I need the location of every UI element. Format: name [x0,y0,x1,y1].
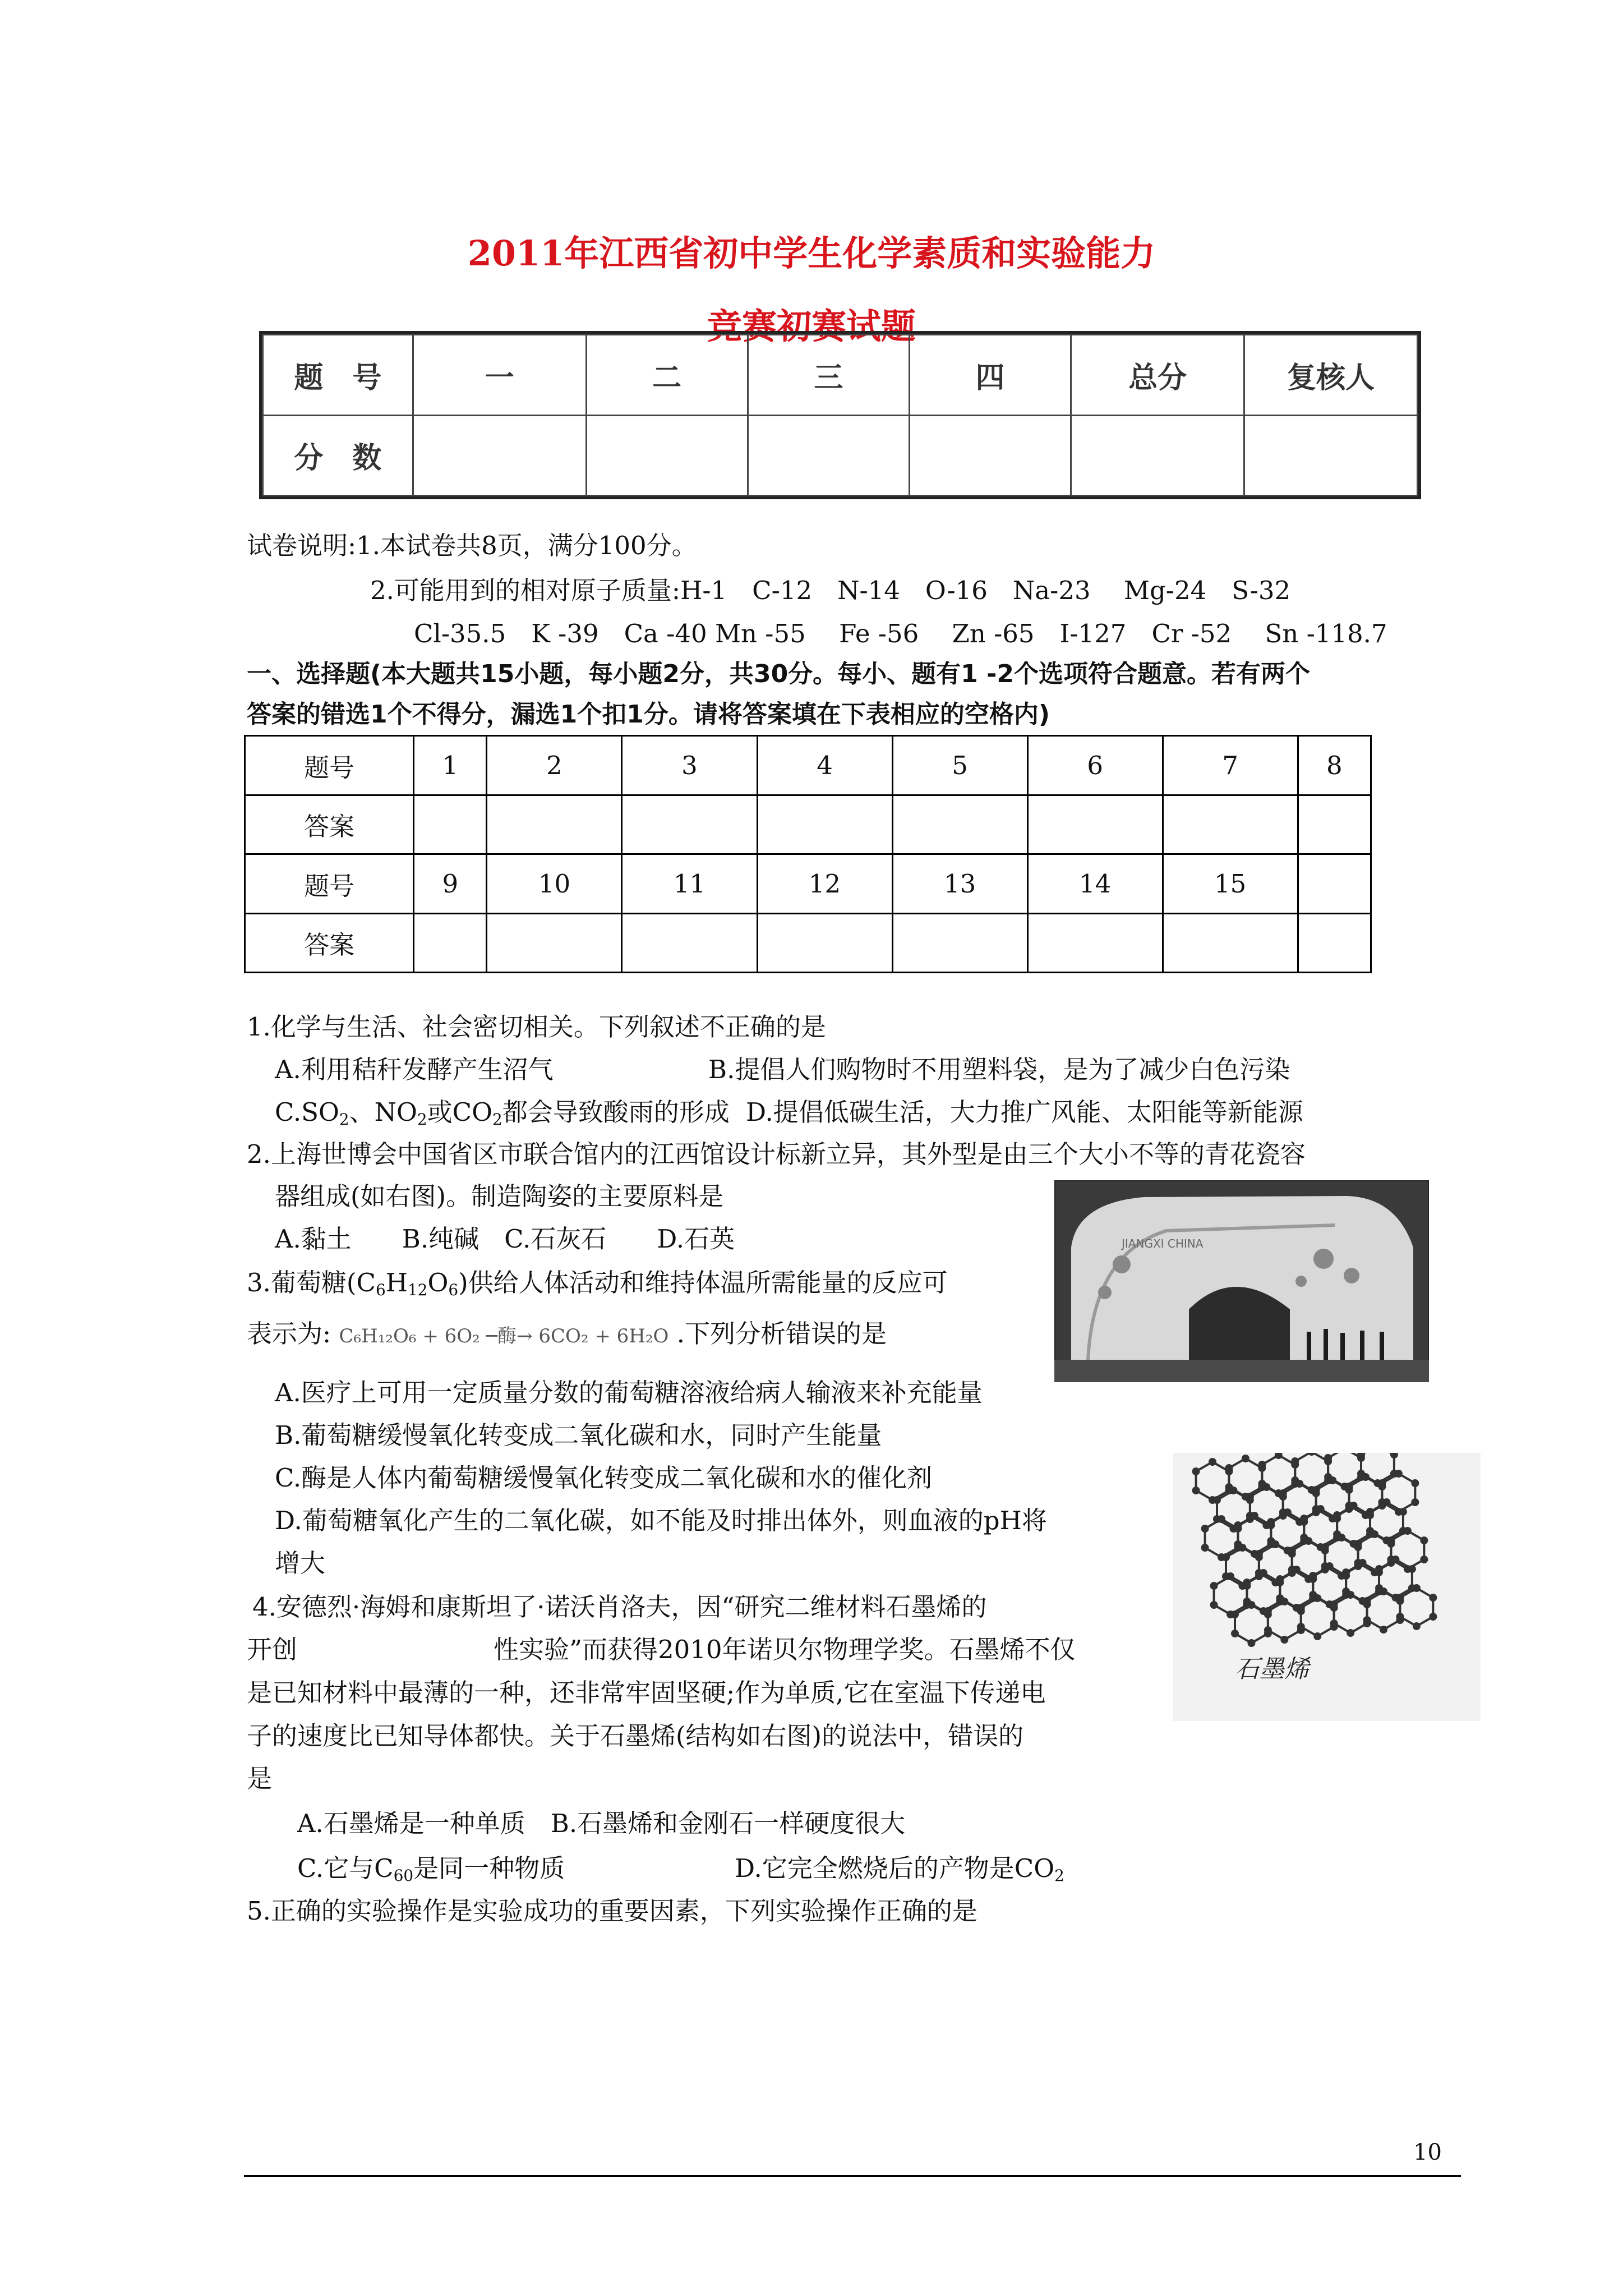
carbon-atom [1354,1540,1362,1548]
carbon-atom [1411,1498,1419,1506]
answer-cell[interactable] [892,795,1027,854]
answer-row-label: 题号 [245,854,414,914]
q3-stem-2: 表示为: C₆H₁₂O₆ + 6O₂ ─酶→ 6CO₂ + 6H₂O .下列分析错误的是 [247,1319,887,1349]
carbon-atom [1300,1515,1308,1522]
carbon-atom [1280,1636,1288,1644]
carbon-atom [1413,1584,1421,1592]
score-header-cell: 复核人 [1244,335,1418,416]
answer-table [244,735,1372,973]
carbon-atom [1225,1464,1233,1472]
carbon-atom [1251,1512,1258,1520]
q1-option-b: B.提倡人们购物时不用塑料袋，是为了减少白色污染 [708,1055,1290,1084]
carbon-atom [1329,1476,1336,1484]
carbon-atom [1326,1562,1334,1570]
q4-option-d: D.它完全燃烧后的产物是$CO_2$ [735,1853,1064,1885]
question-number-cell: 1 [414,736,487,795]
graphene-structure-diagram [1173,1453,1481,1721]
carbon-atom [1309,1572,1317,1580]
carbon-atom [1391,1556,1399,1563]
question-number-cell: 12 [757,854,892,914]
carbon-atom [1229,1487,1237,1494]
carbon-atom [1295,1480,1303,1488]
carbon-atom [1222,1553,1230,1561]
carbon-atom [1321,1543,1329,1551]
question-number-cell: 13 [892,854,1027,914]
answer-row-label: 题号 [245,736,414,795]
carbon-atom [1363,1616,1371,1624]
carbon-atom [1342,1568,1350,1576]
carbon-atom [1312,1486,1320,1494]
exam-note-3: Cl-35.5 K -39 Ca -40 Mn -55 Fe -56 Zn -65 I-127 Cr -52 Sn -118.7 [414,619,1387,648]
answer-cell[interactable] [1027,795,1163,854]
carbon-atom [1347,1591,1354,1599]
score-cell[interactable] [413,415,586,496]
carbon-atom [1363,1597,1371,1605]
carbon-atom [1291,1457,1299,1465]
answer-cell[interactable] [1298,795,1371,854]
q2-stem-1: 2.上海世博会中国省区市联合馆内的江西馆设计标新立异，其外型是由三个大小不等的青花瓷容 [247,1139,1306,1169]
svg-text:JIANGXI CHINA: JIANGXI CHINA [1122,1237,1204,1250]
question-number-cell: 8 [1298,736,1371,795]
carbon-atom [1313,1594,1321,1602]
q3-stem-1: 3.葡萄糖$(C_6H_{12}O_6)$供给人体活动和维持体温所需能量的反应可 [247,1268,948,1299]
jiangxi-pavilion-photo [1054,1180,1429,1382]
carbon-atom [1396,1594,1404,1602]
answer-cell[interactable] [757,913,892,973]
q1-option-d: D.提倡低碳生活，大力推广风能、太阳能等新能源 [746,1097,1303,1127]
answer-cell[interactable] [892,913,1027,973]
answer-cell[interactable] [414,795,487,854]
carbon-atom [1192,1487,1200,1494]
answer-cell[interactable] [487,795,622,854]
carbon-atom [1264,1626,1272,1634]
answer-cell[interactable] [1163,913,1298,973]
footer-rule [244,2175,1461,2177]
q4-stem-2a: 开创 [247,1635,298,1664]
score-header-cell: 二 [586,335,748,416]
q3-option-b: B.葡萄糖缓慢氧化转变成二氧化碳和水，同时产生能量 [275,1420,882,1450]
score-header-cell: 总分 [1071,335,1244,416]
carbon-atom [1255,1550,1263,1558]
score-header-cell: 一 [413,335,586,416]
carbon-atom [1192,1467,1200,1475]
question-number-cell: 2 [487,736,622,795]
q4-stem-3: 是已知材料中最薄的一种，还非常牢固坚硬;作为单质,它在室温下传递电 [247,1678,1046,1708]
section-1-heading-2: 答案的错选1个不得分，漏选1个扣1分。请将答案填在下表相应的空格内) [247,700,1050,729]
carbon-atom [1375,1565,1383,1573]
carbon-atom [1201,1525,1209,1533]
carbon-atom [1247,1639,1255,1647]
carbon-atom [1324,1454,1332,1462]
carbon-atom [1231,1630,1239,1637]
q1-stem: 1.化学与生活、社会密切相关。下列叙述不正确的是 [247,1012,826,1042]
carbon-atom [1396,1613,1404,1621]
carbon-atom [1262,1483,1270,1491]
question-number-cell: 14 [1027,854,1163,914]
carbon-atom [1413,1622,1421,1630]
q4-options-ab: A.石墨烯是一种单质 B.石墨烯和金刚石一样硬度很大 [297,1809,906,1838]
question-number-cell: 15 [1163,854,1298,914]
q3-option-d: D.葡萄糖氧化产生的二氧化碳，如不能及时排出体外，则血液的pH将 [275,1506,1047,1535]
carbon-atom [1362,1473,1370,1481]
score-cell[interactable] [748,415,909,496]
carbon-atom [1238,1544,1246,1552]
question-number-cell: 6 [1027,736,1163,795]
q1-option-c: $C.SO_2$、$NO_2$或$CO_2$都会导致酸雨的形成 [275,1097,730,1129]
carbon-atom [1333,1511,1341,1519]
carbon-atom [1330,1619,1338,1627]
carbon-atom [1350,1502,1358,1510]
carbon-atom [1267,1518,1275,1526]
carbon-atom [1243,1579,1251,1586]
carbon-atom [1378,1479,1386,1487]
carbon-atom [1260,1569,1267,1577]
carbon-atom [1247,1601,1255,1609]
q3-option-a: A.医疗上可用一定质量分数的葡萄糖溶液给病人输液来补充能量 [275,1378,983,1407]
carbon-atom [1279,1489,1287,1497]
q3-option-c: C.酶是人体内葡萄糖缓慢氧化转变成二氧化碳和水的催化剂 [275,1463,933,1493]
score-row-label: 分 数 [263,415,413,496]
answer-cell[interactable] [1298,913,1371,973]
question-number-cell: 11 [622,854,757,914]
carbon-atom [1280,1598,1288,1605]
score-header-cell: 三 [748,335,909,416]
score-cell[interactable] [1244,415,1418,496]
answer-cell[interactable] [622,913,757,973]
answer-cell[interactable] [414,913,487,973]
carbon-atom [1395,1470,1403,1478]
q5-stem: 5.正确的实验操作是实验成功的重要因素，下列实验操作正确的是 [247,1896,978,1926]
carbon-atom [1288,1547,1296,1554]
carbon-atom [1227,1572,1234,1580]
score-cell[interactable] [910,415,1071,496]
q4-stem-4: 子的速度比已知导体都快。关于石墨烯(结构如右图)的说法中，错误的 [247,1721,1024,1751]
question-number-cell: 7 [1163,736,1298,795]
carbon-atom [1293,1566,1301,1573]
carbon-atom [1231,1611,1239,1618]
section-1-heading-1: 一、选择题(本大题共15小题，每小题2分，共30分。每小、题有1 -2个选项符合题意。若有两个 [247,660,1310,688]
carbon-atom [1317,1505,1325,1513]
carbon-atom [1347,1629,1354,1637]
carbon-atom [1366,1508,1374,1516]
carbon-atom [1242,1455,1249,1462]
exam-note-1: 试卷说明:1.本试卷共8页，满分100分。 [247,531,697,560]
carbon-atom [1420,1536,1428,1544]
carbon-atom [1218,1515,1225,1523]
answer-row-label: 答案 [245,795,414,854]
answer-cell[interactable] [1163,795,1298,854]
answer-cell[interactable] [1027,913,1163,973]
carbon-atom [1359,1559,1367,1567]
score-cell[interactable] [586,415,748,496]
question-number-cell: 4 [757,736,892,795]
question-number-cell: 9 [414,854,487,914]
q4-stem-1: 4.安德烈·海姆和康斯坦了·诺沃肖洛夫，因“研究二维材料石墨烯的 [252,1592,987,1622]
carbon-atom [1387,1536,1395,1544]
q3-option-d-cont: 增大 [275,1548,326,1578]
carbon-atom [1345,1483,1353,1490]
carbon-atom [1210,1601,1218,1609]
answer-row-label: 答案 [245,913,414,973]
carbon-atom [1338,1534,1345,1542]
title-line-1: 2011年江西省初中学生化学素质和实验能力 [467,233,1156,274]
carbon-atom [1297,1604,1305,1612]
carbon-atom [1429,1594,1437,1602]
score-header-cell: 四 [910,335,1071,416]
carbon-atom [1271,1540,1279,1548]
question-number-cell: 3 [622,736,757,795]
carbon-atom [1429,1613,1437,1621]
score-header-cell: 题 号 [263,335,413,416]
q1-option-a: A.利用秸秆发酵产生沼气 [275,1055,554,1084]
answer-cell[interactable] [487,913,622,973]
carbon-atom [1246,1493,1254,1501]
carbon-atom [1382,1498,1390,1506]
carbon-atom [1201,1544,1209,1552]
carbon-atom [1408,1565,1416,1573]
carbon-atom [1234,1521,1242,1529]
question-number-cell: 5 [892,736,1027,795]
carbon-atom [1209,1458,1216,1466]
carbon-atom [1420,1556,1428,1563]
question-number-cell: 10 [487,854,622,914]
question-number-cell [1298,854,1371,914]
carbon-atom [1313,1632,1321,1640]
q2-options: A.黏土 B.纯碱 C.石灰石 D.石英 [275,1224,735,1254]
graphene-label: 石墨烯 [1235,1655,1309,1683]
carbon-atom [1380,1588,1387,1595]
score-cell[interactable] [1071,415,1244,496]
answer-cell[interactable] [622,795,757,854]
carbon-atom [1304,1537,1312,1545]
carbon-atom [1330,1600,1338,1608]
q2-stem-2: 器组成(如右图)。制造陶姿的主要原料是 [275,1181,724,1211]
q4-option-c: C.它与$C_{60}$是同一种物质 [297,1853,565,1885]
carbon-atom [1297,1623,1305,1631]
glucose-oxidation-equation: C₆H₁₂O₆ + 6O₂ ─酶→ 6CO₂ + 6H₂O [339,1324,669,1347]
carbon-atom [1210,1582,1218,1590]
q4-stem-2b: 性实验”而获得2010年诺贝尔物理学奖。石墨烯不仅 [494,1635,1076,1664]
carbon-atom [1284,1508,1292,1516]
page-number: 10 [1413,2139,1442,2165]
carbon-atom [1380,1626,1387,1634]
carbon-atom [1264,1607,1272,1615]
score-table [259,331,1421,499]
carbon-atom [1258,1461,1266,1469]
title-line-2: 竞赛初赛试题 [707,306,916,347]
exam-note-2: 2.可能用到的相对原子质量:H-1 C-12 N-14 O-16 Na-23 Mg-24 S-32 [370,576,1291,605]
carbon-atom [1276,1575,1284,1583]
answer-cell[interactable] [757,795,892,854]
carbon-atom [1371,1530,1378,1538]
carbon-atom [1404,1527,1412,1535]
q4-stem-5: 是 [247,1764,273,1793]
carbon-atom [1399,1508,1407,1516]
carbon-atom [1213,1496,1221,1504]
carbon-atom [1411,1479,1419,1487]
